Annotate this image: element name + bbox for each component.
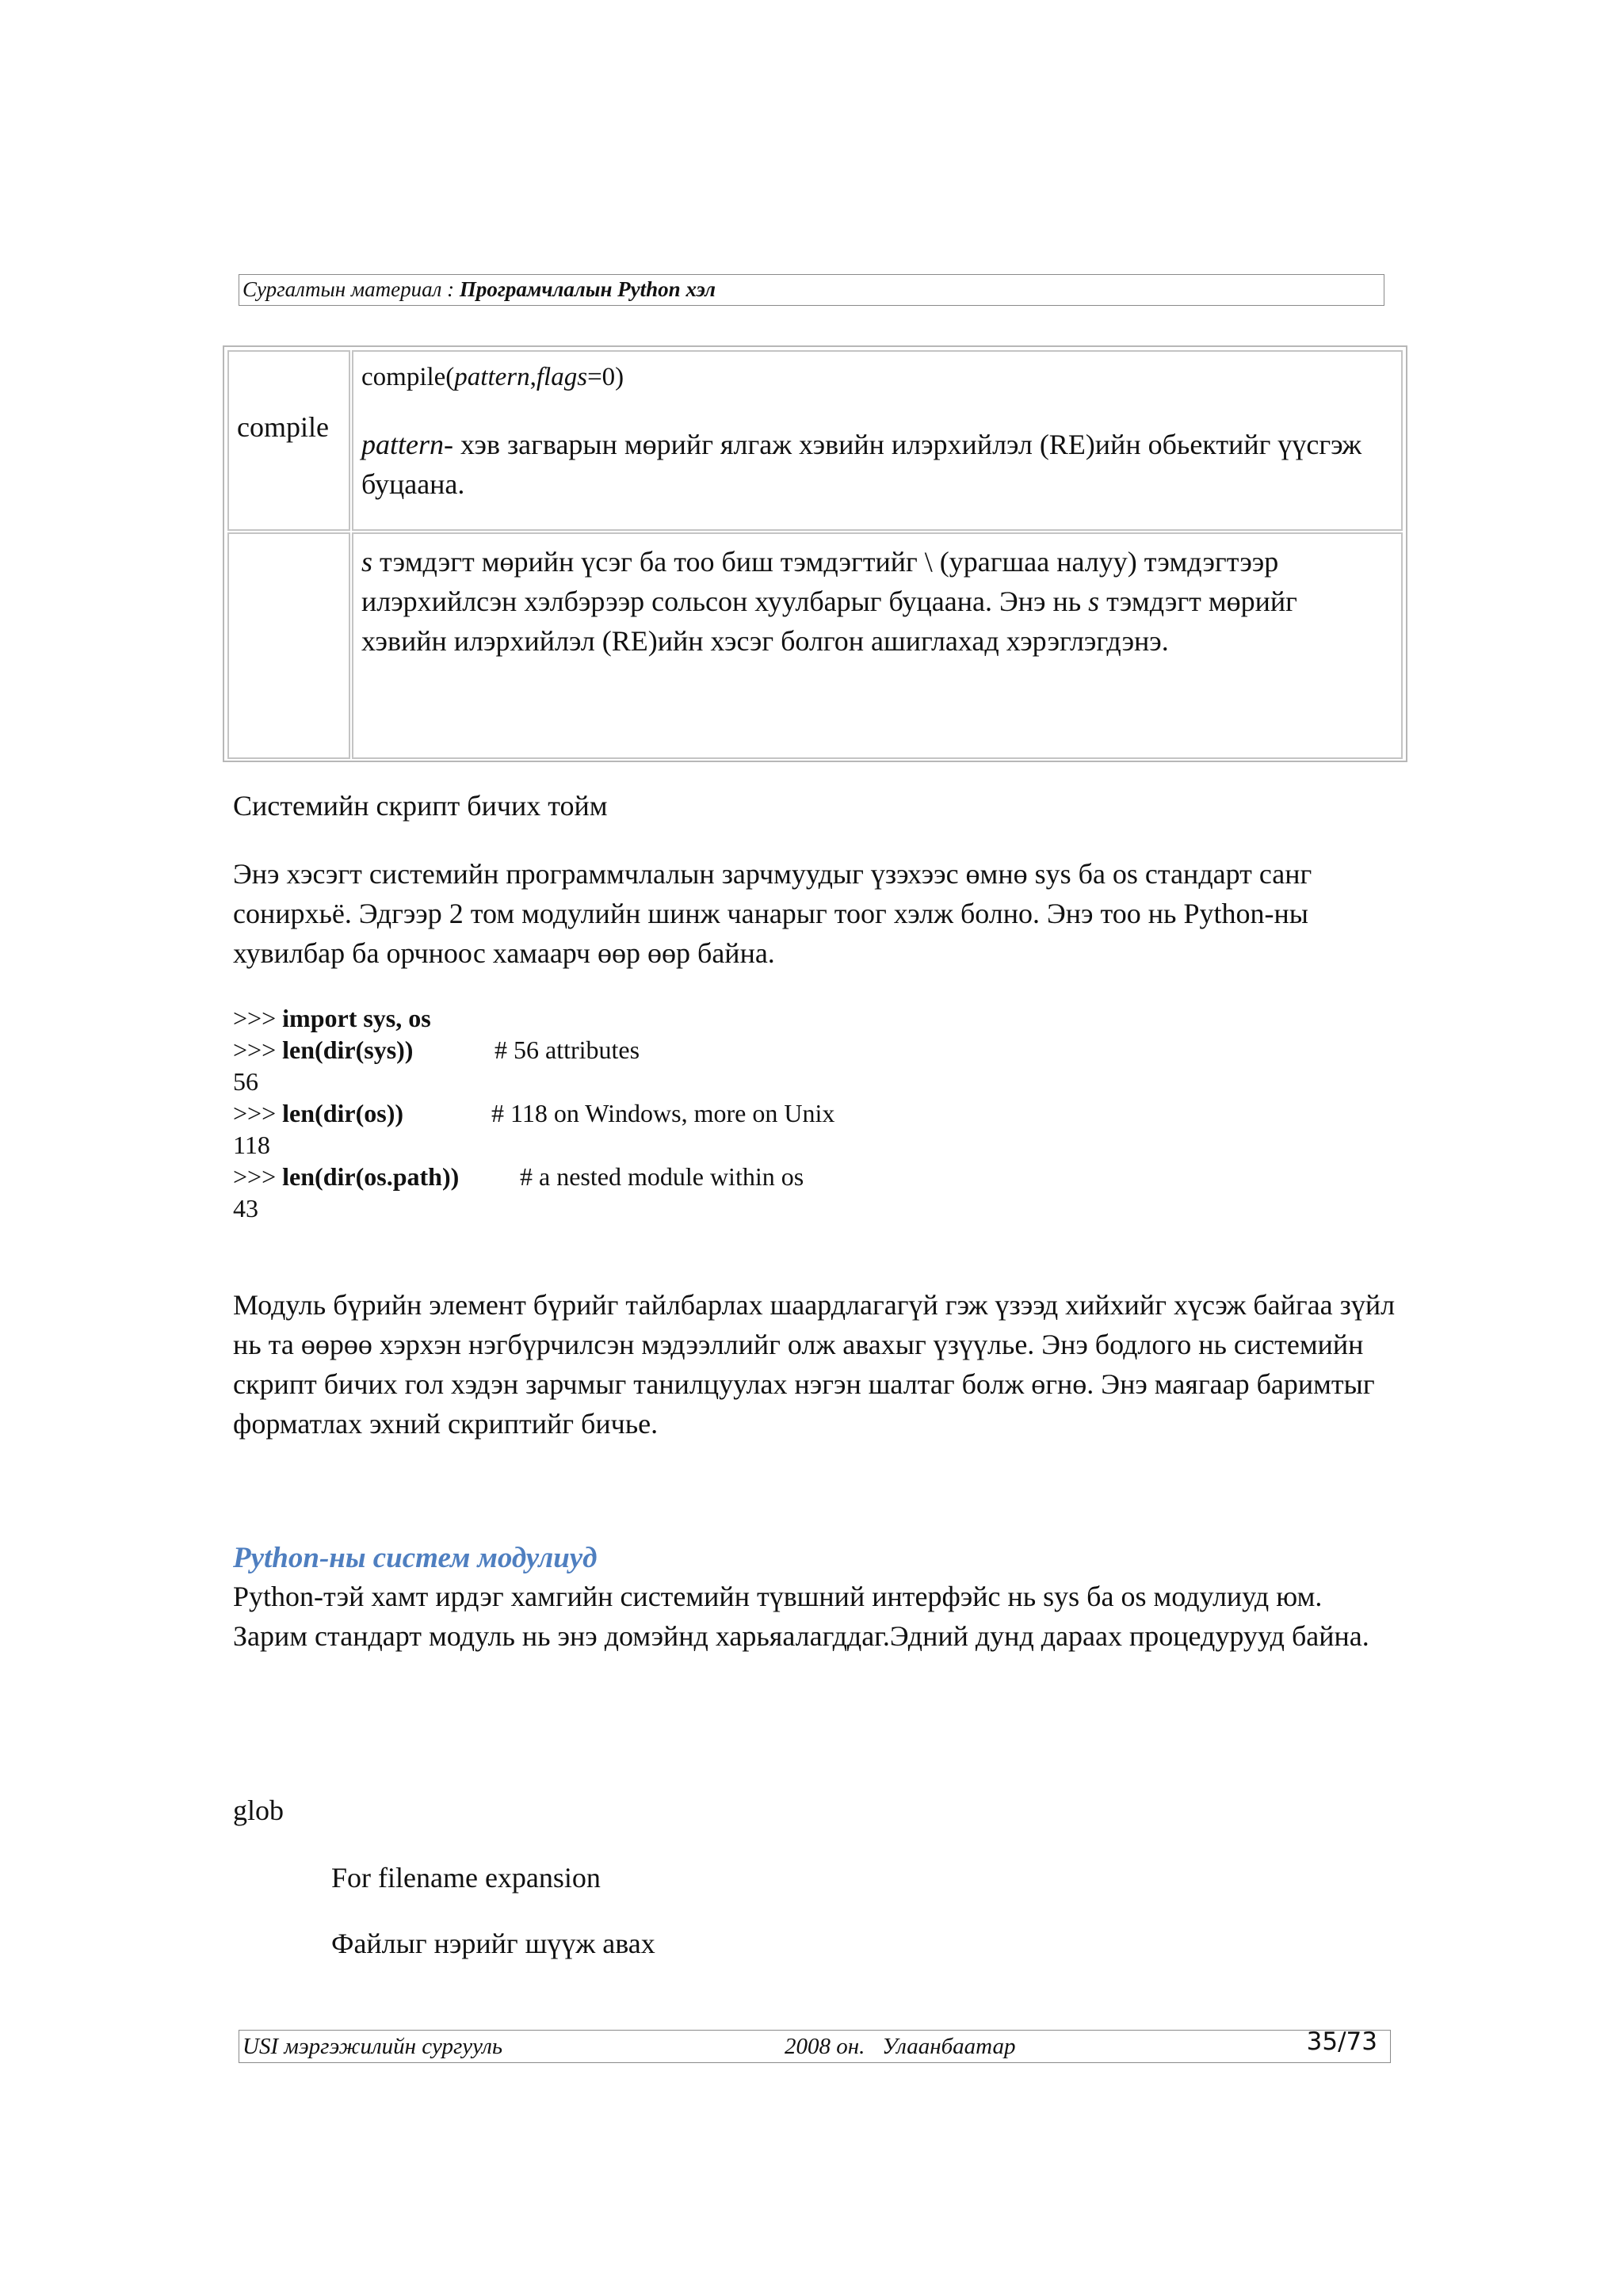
- code-command: import sys, os: [282, 1004, 431, 1032]
- page-footer: [239, 2027, 1391, 2063]
- code-output: 43: [233, 1194, 258, 1222]
- code-prompt: >>>: [233, 1004, 283, 1032]
- intro-paragraph: Энэ хэсэгт системийн программчлалын зарчмуудыг үзэхээс өмнө sys ба os стандарт санг сонирхьё. Эдгээр 2 том модулийн шинж чанарыг тоог хэлж болно. Энэ тоо нь Python-ны хувилбар ба орчноос хамаарч өөр өөр байна.: [233, 858, 1312, 969]
- glob-description-en: For filename expansion: [331, 1862, 601, 1894]
- description-text: хэв загварын мөрийг ялгаж хэвийн илэрхийлэл (RE)ийн обьектийг үүсгэж буцаана.: [361, 429, 1362, 500]
- header-prefix: Сургалтын материал :: [242, 277, 460, 301]
- escape-var-s-2: s: [1088, 585, 1100, 617]
- code-output: 56: [233, 1067, 258, 1096]
- code-line: [233, 1034, 640, 1066]
- code-line: [233, 1002, 459, 1034]
- code-comment: # 56 attributes: [495, 1035, 640, 1064]
- code-block: [233, 1002, 835, 1224]
- code-output: 118: [233, 1131, 270, 1159]
- table-cell-empty-name: [227, 532, 350, 759]
- code-command: len(dir(os)): [282, 1099, 403, 1127]
- signature-arg-pattern: pattern: [454, 363, 530, 391]
- function-table: [223, 345, 1407, 762]
- function-description: [361, 425, 1376, 504]
- footer-place-date: 2008 он. Улаанбаатар: [785, 2034, 1016, 2059]
- page-number: 35/73: [1306, 2027, 1377, 2056]
- table-cell-function-description: [352, 350, 1403, 531]
- system-script-heading: Системийн скрипт бичих тойм: [233, 790, 608, 822]
- code-prompt: >>>: [233, 1162, 283, 1191]
- code-comment: # 118 on Windows, more on Unix: [491, 1099, 835, 1127]
- code-command: len(dir(sys)): [282, 1035, 414, 1064]
- code-prompt: >>>: [233, 1099, 283, 1127]
- code-comment: # a nested module within os: [520, 1162, 804, 1191]
- code-prompt: >>>: [233, 1035, 283, 1064]
- glob-label: glob: [233, 1794, 285, 1826]
- function-name: compile: [237, 411, 329, 443]
- footer-school: USI мэргэжилийн сургууль: [242, 2034, 503, 2059]
- escape-text-1: тэмдэгт мөрийн үсэг ба тоо биш тэмдэгтийг \ (урагшаа налуу) тэмдэгтээр илэрхийлсэн хэлбэрээр сольсон хуулбарыг буцаана. Энэ нь: [361, 546, 1279, 617]
- signature-arg-flags: flags: [536, 363, 588, 391]
- header-title: Програмчлалын Python хэл: [459, 277, 716, 301]
- signature-separator: ,: [529, 363, 537, 391]
- table-cell-function-name: [227, 350, 350, 531]
- description-term: pattern-: [361, 429, 453, 460]
- system-modules-paragraph: Python-тэй хамт ирдэг хамгийн системийн түвшний интерфэйс нь sys ба os модулиуд юм. Зарим стандарт модуль нь энэ домэйнд харьяалагддаг.Эдний дунд дараах процедурууд байна.: [233, 1581, 1369, 1652]
- signature-fn: compile(: [361, 363, 455, 391]
- escape-var-s: s: [361, 546, 373, 578]
- escape-text-2: тэмдэгт мөрийг хэвийн илэрхийлэл (RE)ийн хэсэг болгон ашиглахад хэрэглэгдэнэ.: [361, 585, 1297, 657]
- code-line: [233, 1097, 835, 1129]
- escape-description: [361, 542, 1384, 661]
- glob-description-mn: Файлыг нэрийг шүүж авах: [331, 1928, 655, 1959]
- function-signature: [361, 360, 624, 395]
- signature-end: =0): [587, 363, 624, 391]
- code-command: len(dir(os.path)): [282, 1162, 460, 1191]
- table-cell-escape-description: [352, 532, 1403, 759]
- page-header: [239, 274, 1384, 306]
- code-line: [233, 1161, 804, 1192]
- modules-paragraph: Модуль бүрийн элемент бүрийг тайлбарлах шаардлагагүй гэж үзээд хийхийг хүсэж байгаа зүйл нь та өөрөө хэрхэн нэгбүрчилсэн мэдээллийг олж авахыг үзүүлье. Энэ бодлого нь системийн скрипт бичих гол хэдэн зарчмыг танилцуулах нэгэн шалтаг болж өгнө. Энэ маягаар баримтыг форматлах эхний скриптийг бичье.: [233, 1289, 1396, 1440]
- section-title: Python-ны систем модулиуд: [233, 1542, 598, 1574]
